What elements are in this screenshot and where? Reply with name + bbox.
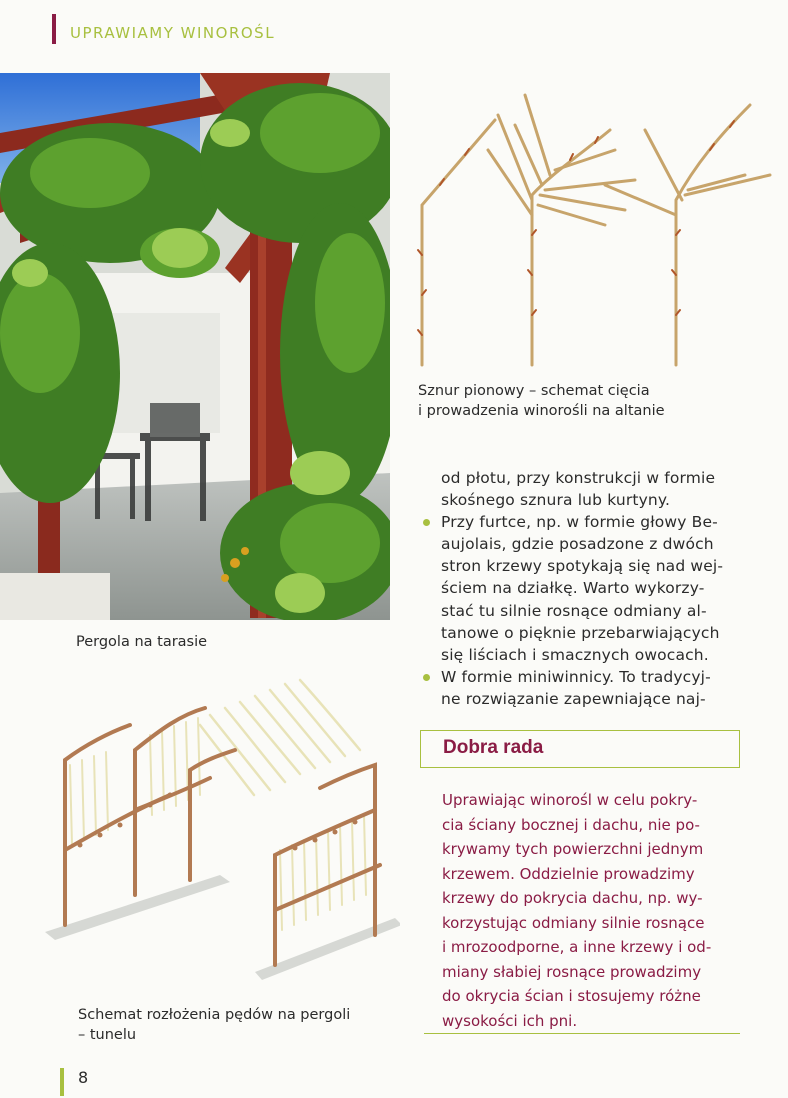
vertical-cordon-diagram (410, 75, 780, 375)
photo-caption: Pergola na tarasie (76, 634, 208, 650)
tip-line: i mrozoodporne, a inne krzewy i od- (442, 938, 712, 956)
bullet-dot (423, 519, 430, 526)
pergola-tunnel-diagram (40, 670, 400, 990)
tip-text (442, 788, 742, 1033)
tip-line: krzewy do pokrycia dachu, np. wy- (442, 889, 703, 907)
section-title: UPRAWIAMY WINOROŚL (70, 24, 276, 42)
page-number-accent-bar (60, 1068, 64, 1096)
tip-title: Dobra rada (443, 737, 544, 758)
pergola-terrace-photo (0, 73, 390, 620)
pergola-caption-line: – tunelu (78, 1027, 137, 1043)
bullet-dot (423, 674, 430, 681)
tip-line: miany słabiej rosnące prowadzimy (442, 962, 702, 981)
body-line: aujolais, gdzie posadzone z dwóch (441, 535, 714, 554)
tip-line: Uprawiając winorośl w celu pokry- (442, 791, 698, 809)
tip-header (420, 730, 740, 768)
pergola-caption (78, 1005, 350, 1045)
bullet-item (441, 511, 741, 666)
page-number: 8 (78, 1068, 89, 1087)
bullet-item (441, 666, 741, 710)
tip-line: wysokości ich pni. (442, 1011, 578, 1030)
pergola-caption-line: Schemat rozłożenia pędów na pergoli (78, 1007, 351, 1023)
tip-box (420, 730, 740, 1040)
body-line: się liściach i smacznych owocach. (441, 645, 709, 664)
body-line: tanowe o pięknie przebarwiających (441, 623, 720, 642)
body-line: ne rozwiązanie zapewniające naj- (441, 689, 706, 708)
cordon-caption-line: i prowadzenia winorośli na altanie (418, 403, 665, 419)
cordon-caption (418, 381, 665, 421)
tip-line: krywamy tych powierzchni jednym (442, 840, 704, 858)
body-line: skośnego sznura lub kurtyny. (441, 491, 671, 510)
tip-bottom-rule (424, 1033, 740, 1034)
tip-line: krzewem. Oddzielnie prowadzimy (442, 864, 695, 883)
body-line: ściem na działkę. Warto wykorzy- (441, 579, 705, 598)
body-line: od płotu, przy konstrukcji w formie (441, 469, 716, 487)
tip-line: cia ściany bocznej i dachu, nie po- (442, 815, 700, 834)
body-line: W formie miniwinnicy. To tradycyj- (441, 667, 711, 686)
header-accent-bar (52, 14, 56, 44)
body-text (441, 467, 741, 710)
body-line: Przy furtce, np. w formie głowy Be- (441, 513, 718, 532)
body-line: stać tu silnie rosnące odmiany al- (441, 601, 707, 620)
tip-line: korzystując odmiany silnie rosnące (442, 913, 705, 932)
tip-line: do okrycia ścian i stosujemy różne (442, 987, 701, 1005)
body-line: stron krzewy spotykają się nad wej- (441, 557, 724, 576)
cordon-caption-line: Sznur pionowy – schemat cięcia (418, 383, 650, 399)
